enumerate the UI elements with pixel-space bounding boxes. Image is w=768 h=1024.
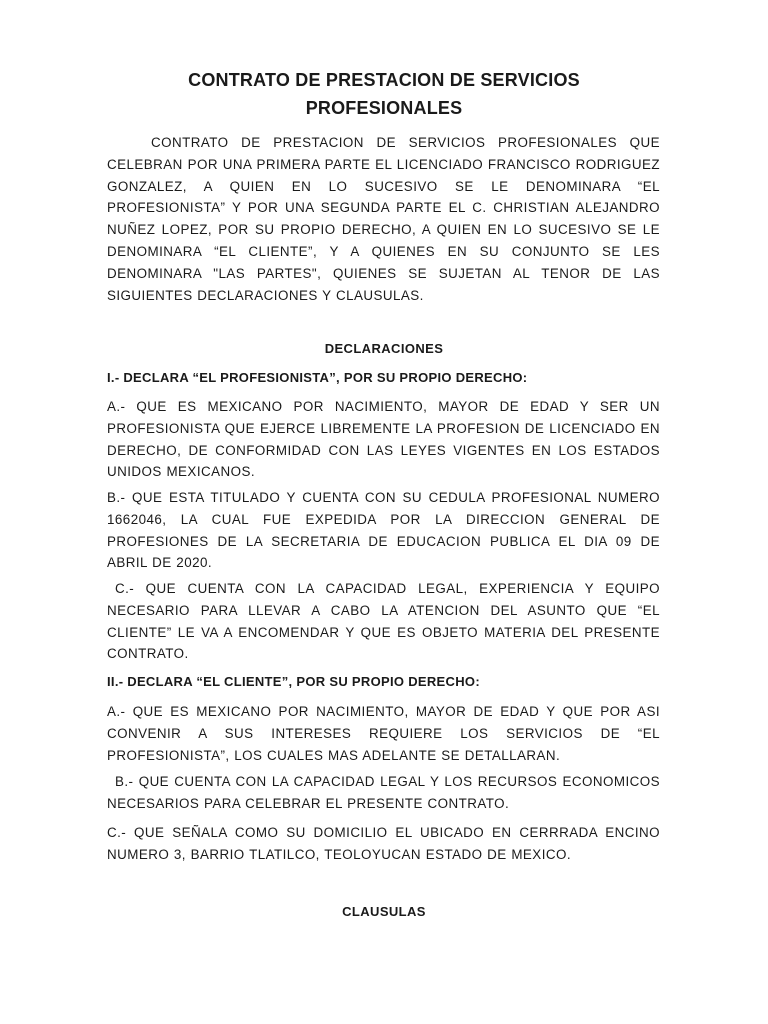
- clausulas-heading: CLAUSULAS: [342, 904, 426, 919]
- section-1-item-a: A.- QUE ES MEXICANO POR NACIMIENTO, MAYOR DE EDAD Y SER UN PROFESIONISTA QUE EJERCE LIBREMENTE LA PROFESION DE LICENCIADO EN DERECHO, DE CONFORMIDAD CON LAS LEYES VIGENTES EN LOS ESTADOS UNIDOS MEXICANOS.: [107, 399, 660, 480]
- section-2-item-a: A.- QUE ES MEXICANO POR NACIMIENTO, MAYOR DE EDAD Y QUE POR ASI CONVENIR A SUS INTERESES REQUIERE LOS SERVICIOS DE “EL PROFESIONISTA”, LOS CUALES MAS ADELANTE SE DETALLARAN.: [107, 704, 660, 763]
- document-title: [0, 66, 768, 122]
- section-1-item-b: B.- QUE ESTA TITULADO Y CUENTA CON SU CEDULA PROFESIONAL NUMERO 1662046, LA CUAL FUE EXPEDIDA POR LA DIRECCION GENERAL DE PROFESIONES DE LA SECRETARIA DE EDUCACION PUBLICA EL DIA 09 DE ABRIL DE 2020.: [107, 490, 660, 571]
- section-1-heading: I.- DECLARA “EL PROFESIONISTA”, POR SU PROPIO DERECHO:: [107, 370, 528, 385]
- intro-paragraph: CONTRATO DE PRESTACION DE SERVICIOS PROFESIONALES QUE CELEBRAN POR UNA PRIMERA PARTE EL LICENCIADO FRANCISCO RODRIGUEZ GONZALEZ, A QUIEN EN LO SUCESIVO SE LE DENOMINARA “EL PROFESIONISTA” Y POR UNA SEGUNDA PARTE EL C. CHRISTIAN ALEJANDRO NUÑEZ LOPEZ, POR SU PROPIO DERECHO, A QUIEN EN LO SUCESIVO SE LE DENOMINARA “EL CLIENTE”, Y A QUIENES EN SU CONJUNTO SE LES DENOMINARA "LAS PARTES", QUIENES SE SUJETAN AL TENOR DE LAS SIGUIENTES DECLARACIONES Y CLAUSULAS.: [107, 135, 660, 303]
- section-2-item-c: C.- QUE SEÑALA COMO SU DOMICILIO EL UBICADO EN CERRRADA ENCINO NUMERO 3, BARRIO TLATILCO, TEOLOYUCAN ESTADO DE MEXICO.: [107, 825, 660, 862]
- declaraciones-heading: DECLARACIONES: [324, 341, 444, 356]
- section-2-item-b: B.- QUE CUENTA CON LA CAPACIDAD LEGAL Y LOS RECURSOS ECONOMICOS NECESARIOS PARA CELEBRAR EL PRESENTE CONTRATO.: [107, 774, 660, 811]
- section-1-item-c: C.- QUE CUENTA CON LA CAPACIDAD LEGAL, EXPERIENCIA Y EQUIPO NECESARIO PARA LLEVAR A CABO LA ATENCION DEL ASUNTO QUE “EL CLIENTE” LE VA A ENCOMENDAR Y QUE ES OBJETO MATERIA DEL PRESENTE CONTRATO.: [107, 581, 660, 662]
- title-line-2: PROFESIONALES: [305, 98, 463, 118]
- section-2-heading: II.- DECLARA “EL CLIENTE”, POR SU PROPIO DERECHO:: [107, 674, 480, 689]
- title-line-1: CONTRATO DE PRESTACION DE SERVICIOS: [188, 70, 580, 90]
